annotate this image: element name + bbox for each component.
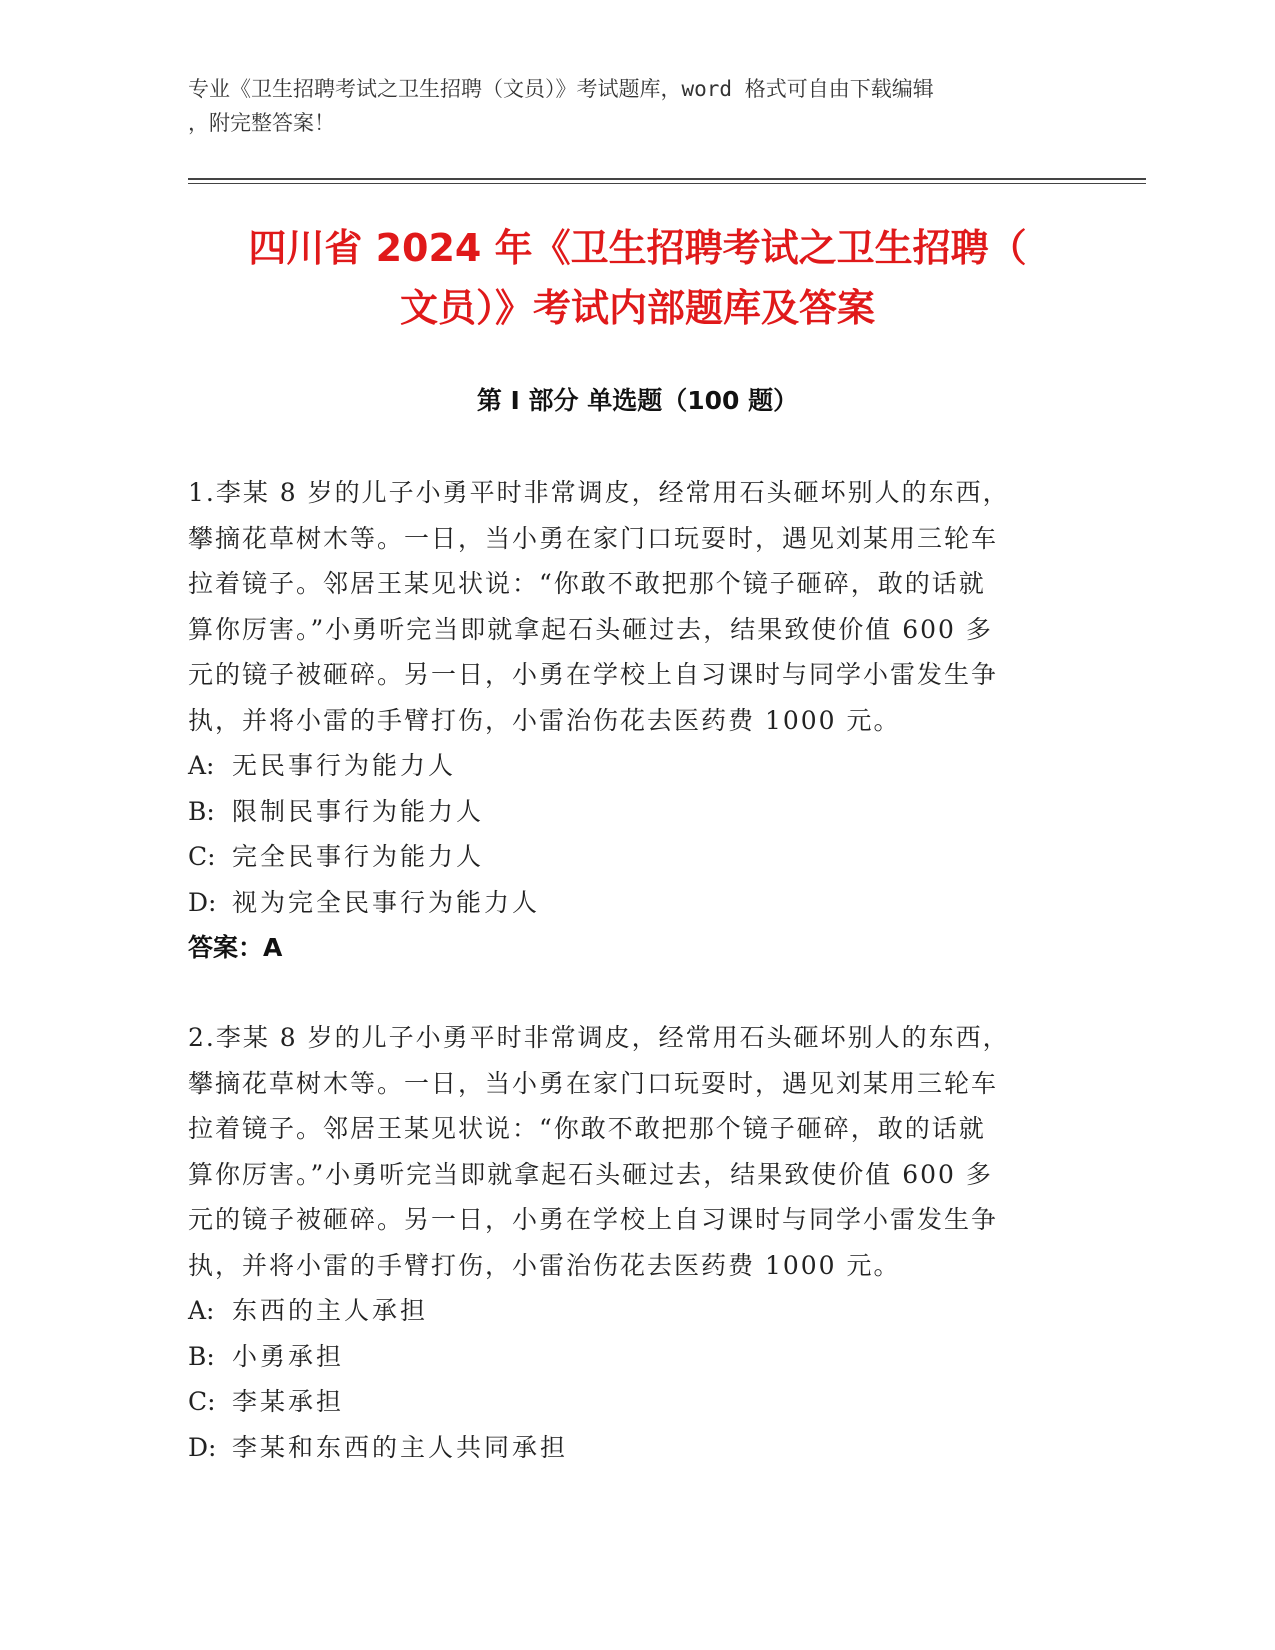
stem-line: 元的镜子被砸碎。另一日，小勇在学校上自习课时与同学小雷发生争 [188,1205,999,1234]
option-letter: B: [188,796,215,826]
option-letter: D: [188,887,217,917]
option-c [188,834,1068,880]
answer: 答案：A [188,933,283,962]
question-stem [188,1015,1068,1288]
option-text: 小勇承担 [232,1341,345,1371]
option-d [188,880,1068,926]
option-letter: C: [188,842,216,871]
option-text: 视为完全民事行为能力人 [232,887,541,917]
question-stem [188,470,1068,743]
option-text: 限制民事行为能力人 [232,796,485,826]
header-rule-thick [188,178,1146,180]
stem-line: 执，并将小雷的手臂打伤，小雷治伤花去医药费 1000 元。 [188,1250,901,1280]
stem-line: 1.李某 8 岁的儿子小勇平时非常调皮，经常用石头砸坏别人的东西， [188,478,1010,507]
section-heading: 第 I 部分 单选题（100 题） [476,386,799,415]
option-a [188,1288,1068,1334]
stem-line: 算你厉害。”小勇听完当即就拿起石头砸过去，结果致使价值 600 多 [188,1159,993,1189]
option-d [188,1425,1068,1471]
document-title-line-2: 文员）》考试内部题库及答案 [399,286,875,330]
option-text: 李某和东西的主人共同承担 [232,1432,569,1462]
option-c [188,1379,1068,1425]
option-letter: B: [188,1341,215,1371]
option-text: 李某承担 [232,1387,345,1416]
header-note [188,72,1088,140]
question-2 [188,1015,1068,1470]
question-1 [188,470,1068,971]
option-text: 完全民事行为能力人 [232,842,485,871]
stem-line: 元的镜子被砸碎。另一日，小勇在学校上自习课时与同学小雷发生争 [188,660,999,689]
stem-line: 算你厉害。”小勇听完当即就拿起石头砸过去，结果致使价值 600 多 [188,614,993,644]
option-letter: D: [188,1432,217,1462]
document-title-line-1: 四川省 2024 年《卫生招聘考试之卫生招聘（ [248,226,1027,270]
option-a [188,743,1068,789]
option-letter: A: [188,1296,215,1325]
stem-line: 拉着镜子。邻居王某见状说：“你敢不敢把那个镜子砸碎，敢的话就 [188,569,986,598]
header-note-line-2: ，附完整答案！ [188,111,335,135]
stem-line: 攀摘花草树木等。一日，当小勇在家门口玩耍时，遇见刘某用三轮车 [188,523,999,553]
option-b [188,1334,1068,1380]
stem-line: 拉着镜子。邻居王某见状说：“你敢不敢把那个镜子砸碎，敢的话就 [188,1114,986,1143]
option-text: 无民事行为能力人 [232,751,457,780]
option-letter: C: [188,1387,216,1416]
stem-line: 2.李某 8 岁的儿子小勇平时非常调皮，经常用石头砸坏别人的东西， [188,1023,1010,1052]
option-b [188,789,1068,835]
header-note-line-1: 专业《卫生招聘考试之卫生招聘（文员）》考试题库，word 格式可自由下载编辑 [188,77,934,101]
stem-line: 攀摘花草树木等。一日，当小勇在家门口玩耍时，遇见刘某用三轮车 [188,1068,999,1098]
header-rule-thin [188,183,1146,184]
option-letter: A: [188,751,215,780]
document-title [160,218,1115,338]
option-text: 东西的主人承担 [232,1296,429,1325]
stem-line: 执，并将小雷的手臂打伤，小雷治伤花去医药费 1000 元。 [188,705,901,735]
